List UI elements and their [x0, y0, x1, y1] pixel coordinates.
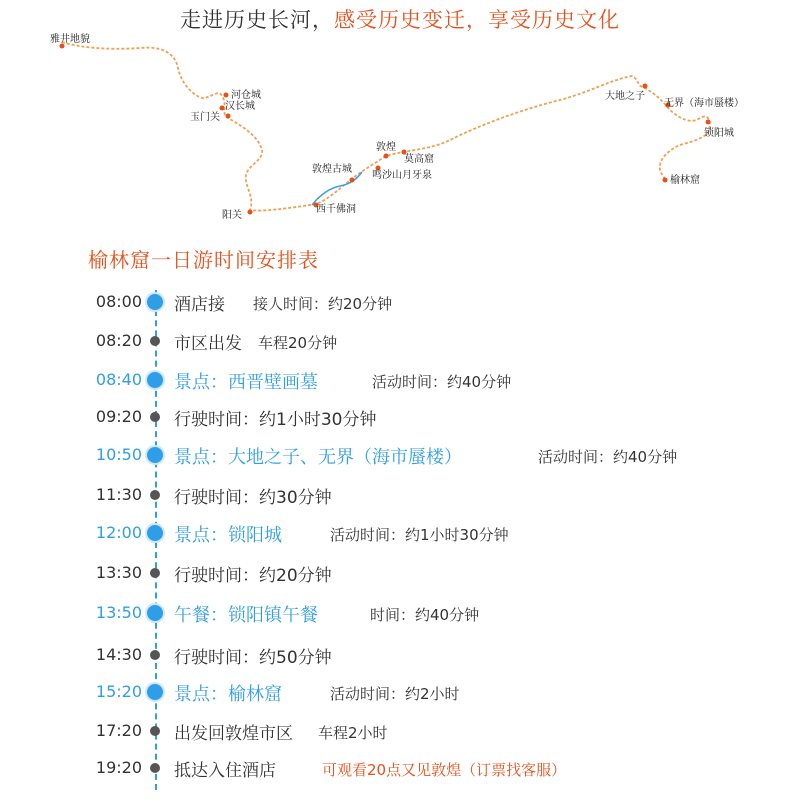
schedule-title-text: 景点：西晋壁画墓 — [174, 372, 318, 393]
schedule-row — [0, 677, 800, 707]
schedule-title-text: 行驶时间：约30分钟 — [174, 488, 332, 508]
schedule-detail: 活动时间：约40分钟 — [372, 373, 512, 391]
headline-part-2: 感受历史变迁，享受历史文化 — [334, 8, 620, 32]
schedule-time: 17:20 — [95, 721, 142, 740]
timeline-dot — [150, 412, 160, 422]
label-hecang: 河仓城 — [231, 90, 261, 101]
schedule-detail: 活动时间：约1小时30分钟 — [330, 526, 509, 544]
timeline-dot — [150, 726, 160, 736]
schedule-time: 19:20 — [95, 758, 142, 777]
schedule-row — [0, 480, 800, 510]
schedule-row — [0, 402, 800, 432]
stop-dunhuang — [384, 154, 389, 159]
timeline-dot — [150, 568, 160, 578]
schedule-title-text: 市区出发 — [174, 334, 242, 354]
schedule-note: 可观看20点又见敦煌（订票找客服） — [322, 761, 567, 779]
schedule-title-text: 出发回敦煌市区 — [174, 724, 293, 744]
schedule-title-text: 午餐：锁阳镇午餐 — [174, 605, 318, 626]
stop-hecang — [224, 93, 229, 98]
label-wujie: 无界（海市蜃楼） — [664, 98, 744, 109]
schedule-title-text: 酒店接 — [174, 295, 225, 315]
schedule-title-text: 景点：榆林窟 — [174, 684, 282, 705]
timeline-dot — [150, 490, 160, 500]
schedule-row — [0, 558, 800, 588]
schedule-row — [0, 598, 800, 628]
schedule-time: 08:40 — [95, 370, 142, 389]
route-stops — [60, 44, 711, 215]
timeline-dot — [147, 525, 163, 541]
schedule-time: 13:30 — [95, 563, 142, 582]
schedule-time: 08:20 — [95, 331, 142, 350]
schedule-row — [0, 753, 800, 783]
label-suoyang: 锁阳城 — [704, 128, 734, 139]
schedule-time: 08:00 — [95, 292, 142, 311]
label-dadi: 大地之子 — [605, 91, 645, 102]
label-yumen: 玉门关 — [190, 112, 220, 123]
stop-dadi — [643, 84, 648, 89]
route-path — [62, 42, 710, 211]
schedule-title-text: 景点：锁阳城 — [174, 525, 282, 546]
schedule-time: 14:30 — [95, 645, 142, 664]
stop-suoyang — [706, 120, 711, 125]
schedule-time: 10:50 — [95, 445, 142, 464]
stop-yumen — [226, 114, 231, 119]
label-xiqian: 西千佛洞 — [316, 204, 356, 215]
schedule-row — [0, 716, 800, 746]
schedule-time: 11:30 — [95, 485, 142, 504]
timeline-dot — [150, 336, 160, 346]
timeline-dot — [147, 294, 163, 310]
schedule-row — [0, 440, 800, 470]
timeline-dot — [147, 605, 163, 621]
schedule-row — [0, 287, 800, 317]
schedule-detail: 时间：约40分钟 — [370, 606, 480, 624]
label-dunhuang: 敦煌 — [376, 142, 396, 153]
route-map — [0, 0, 800, 235]
schedule-detail: 车程20分钟 — [258, 334, 338, 352]
schedule-title-text: 景点：大地之子、无界（海市蜃楼） — [174, 447, 462, 468]
schedule-title-text: 行驶时间：约50分钟 — [174, 648, 332, 668]
timeline-dot — [147, 684, 163, 700]
schedule-time: 12:00 — [95, 523, 142, 542]
schedule-detail: 接人时间：约20分钟 — [253, 295, 393, 313]
schedule-detail: 活动时间：约40分钟 — [538, 448, 678, 466]
label-mogao: 莫高窟 — [404, 154, 434, 165]
schedule-time: 09:20 — [95, 407, 142, 426]
schedule-title-text: 抵达入住酒店 — [174, 761, 276, 781]
schedule-title-text: 行驶时间：约1小时30分钟 — [174, 410, 377, 430]
label-yajing: 雅井地貌 — [50, 34, 90, 45]
stop-dunhuang-old — [350, 178, 355, 183]
timeline-dot — [147, 447, 163, 463]
schedule-row — [0, 365, 800, 395]
schedule-row — [0, 326, 800, 356]
stop-yulin — [663, 178, 668, 183]
schedule-title-text: 行驶时间：约20分钟 — [174, 566, 332, 586]
stop-hanchang — [220, 106, 225, 111]
timeline-dot — [150, 763, 160, 773]
label-yangguan: 阳关 — [222, 210, 242, 221]
stop-yangguan — [248, 210, 253, 215]
timeline-dot — [150, 650, 160, 660]
timeline-dot — [147, 372, 163, 388]
schedule-detail: 活动时间：约2小时 — [330, 685, 460, 703]
schedule-time: 15:20 — [95, 682, 142, 701]
label-yulin: 榆林窟 — [670, 175, 700, 186]
schedule-detail: 车程2小时 — [318, 724, 388, 742]
schedule-title: 榆林窟一日游时间安排表 — [88, 248, 319, 272]
schedule-row — [0, 640, 800, 670]
headline-part-1: 走进历史长河， — [180, 8, 334, 32]
schedule-row — [0, 518, 800, 548]
schedule-time: 13:50 — [95, 603, 142, 622]
label-mingsha: 鸣沙山月牙泉 — [372, 170, 432, 181]
label-dunhuang-old: 敦煌古城 — [312, 164, 352, 175]
label-hanchang: 汉长城 — [225, 101, 255, 112]
